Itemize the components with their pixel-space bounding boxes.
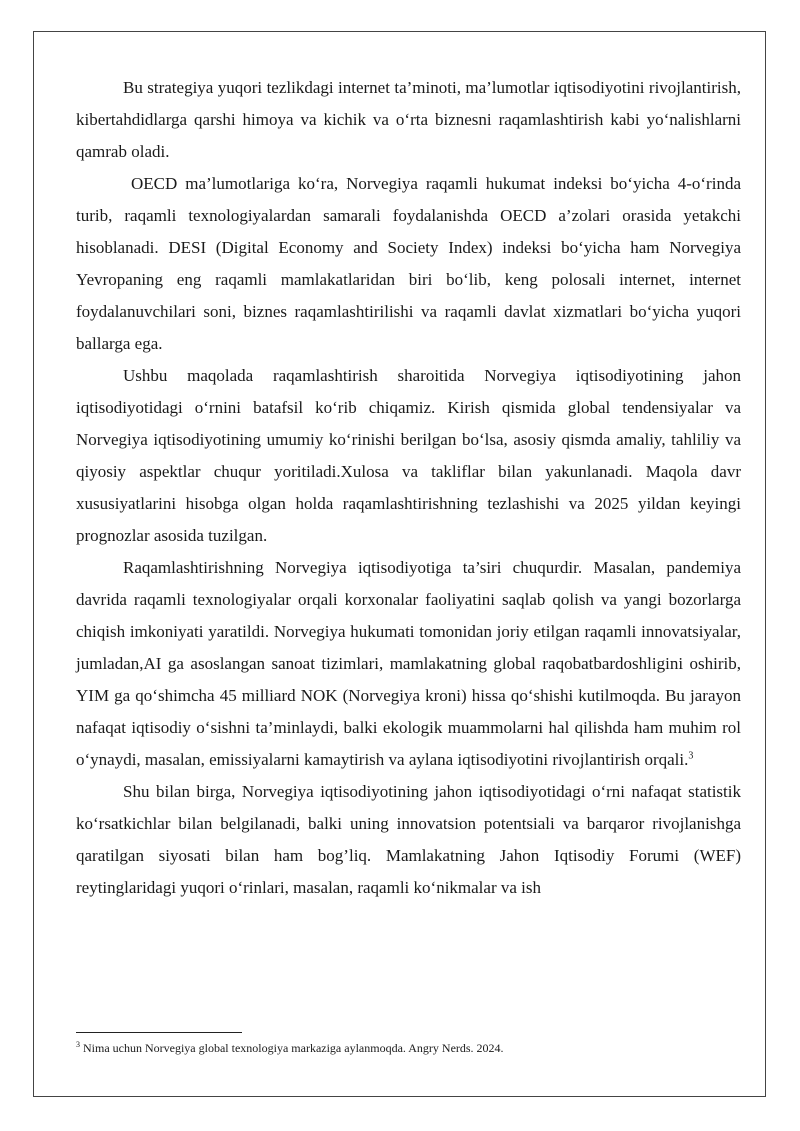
footnote-marker: 3: [76, 1040, 80, 1049]
footnote-divider: [76, 1032, 242, 1033]
paragraph-global-role: Shu bilan birga, Norvegiya iqtisodiyotining jahon iqtisodiyotidagi o‘rni nafaqat statistik ko‘rsatkichlar bilan belgilanadi, balki uning innovatsion potentsiali va barqaror rivojlanishga qaratilgan siyosati bilan ham bog’liq. Mamlakatning Jahon Iqtisodiy Forumi (WEF) reytinglaridagi yuqori o‘rinlari, masalan, raqamli ko‘nikmalar va ish: [76, 782, 741, 897]
footnote: [76, 1040, 741, 1056]
paragraph-oecd-desi: OECD ma’lumotlariga ko‘ra, Norvegiya raqamli hukumat indeksi bo‘yicha 4-o‘rinda turib, raqamli texnologiyalardan samarali foydalanishda OECD a’zolari orasida yetakchi hisoblanadi. DESI (Digital Economy and Society Index) indeksi bo‘yicha ham Norvegiya Yevropaning eng raqamli mamlakatlaridan biri bo‘lib, keng polosali internet, internet foydalanuvchilari soni, biznes raqamlashtirilishi va raqamli davlat xizmatlari bo‘yicha yuqori ballarga ega.: [76, 174, 741, 353]
footnote-reference[interactable]: 3: [688, 750, 694, 762]
paragraph-strategy-scope: Bu strategiya yuqori tezlikdagi internet ta’minoti, ma’lumotlar iqtisodiyotini rivojlantirish, kibertahdidlarga qarshi himoya va kichik va o‘rta biznesni raqamlashtirish kabi yo‘nalishlarni qamrab oladi.: [76, 78, 741, 161]
body-text: [76, 72, 741, 904]
footnote-text: Nima uchun Norvegiya global texnologiya markaziga aylanmoqda. Angry Nerds. 2024.: [80, 1041, 504, 1055]
paragraph-digital-impact-text: Raqamlashtirishning Norvegiya iqtisodiyotiga ta’siri chuqurdir. Masalan, pandemiya davrida raqamli texnologiyalar orqali korxonalar faoliyatini saqlab qolish va yangi bozorlarga chiqish imkoniyati yaratildi. Norvegiya hukumati tomonidan joriy etilgan raqamli innovatsiyalar, jumladan,AI ga asoslangan sanoat tizimlari, mamlakatning global raqobatbardoshligini oshirib, YIM ga qo‘shimcha 45 milliard NOK (Norvegiya kroni) hissa qo‘shishi kutilmoqda. Bu jarayon nafaqat iqtisodiy o‘sishni ta’minlaydi, balki ekologik muammolarni hal qilishda ham muhim rol o‘ynaydi, masalan, emissiyalarni kamaytirish va aylana iqtisodiyotini rivojlantirish orqali.: [76, 558, 741, 769]
paragraph-article-outline: Ushbu maqolada raqamlashtirish sharoitida Norvegiya iqtisodiyotining jahon iqtisodiyotidagi o‘rnini batafsil ko‘rib chiqamiz. Kirish qismida global tendensiyalar va Norvegiya iqtisodiyotining umumiy ko‘rinishi berilgan bo‘lsa, asosiy qismda amaliy, tahliliy va qiyosiy aspektlar chuqur yoritiladi.Xulosa va takliflar bilan yakunlanadi. Maqola davr xususiyatlarini hisobga olgan holda raqamlashtirishning tezlashishi va 2025 yildan keyingi prognozlar asosida tuzilgan.: [76, 366, 741, 545]
paragraph-digital-impact: [76, 552, 741, 776]
